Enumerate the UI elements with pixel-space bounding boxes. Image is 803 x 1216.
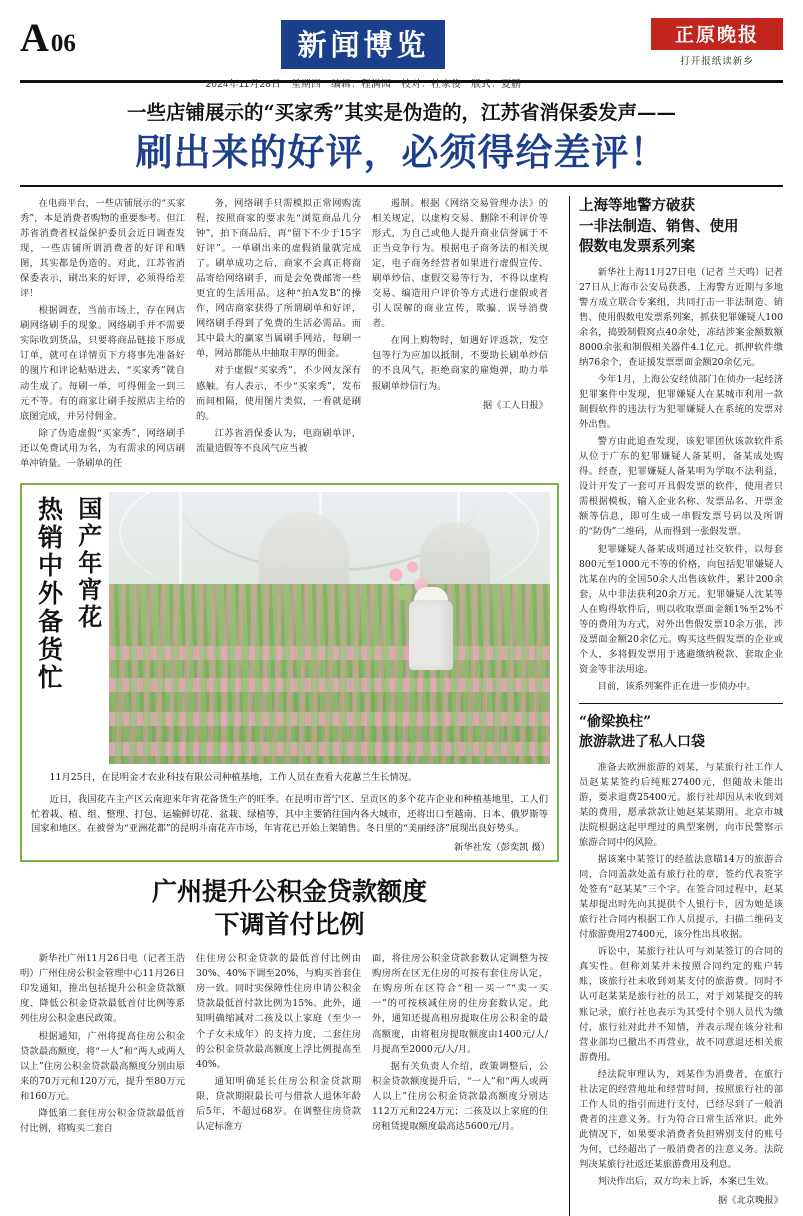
lead-kicker: 一些店铺展示的“买家秀”其实是伪造的，江苏省消保委发声——: [127, 101, 676, 124]
right-column: [579, 196, 783, 1216]
masthead: [20, 15, 783, 90]
paragraph: 今年1月，上海公安经侦部门在侦办一起经济犯罪案件中发现，犯罪嫌疑人在某城市利用一款制假软件的违法行为犯罪嫌疑人在系统的发票对外出售。: [579, 374, 783, 431]
headline-rule: [20, 185, 783, 187]
photo-inner: [29, 492, 550, 764]
flower-row: [109, 742, 550, 756]
right-story-divider: [579, 703, 783, 704]
flower-row: [109, 712, 550, 726]
flower-row: [109, 678, 550, 692]
paragraph: 住住房公积金贷款的最低首付比例由30%、40%下调至20%，与购买首套住房一致。同时实保障性住房申请公积金贷款最低首付款比例为15%。此外，通知明确缩减对二孩及以上家庭（至少一个子女未成年）的支持力度，二套住房的公积金贷款最高额度上浮比例提高至40%。: [196, 953, 361, 1070]
lead-source: 据《工人日报》: [482, 399, 548, 411]
paragraph: 面，将住房公积金贷款套数认定调整为按购房所在区无住房的可按有套住房认定，在购房所在区符合“租一买一”“卖一买一”的可按核减住房的住房套数认定。此外，通知还提高租房提取住房公积金的最高额度，由将租房提取额度由1400元/人/月提高至2000元/人/月。: [372, 953, 548, 1055]
folio-letter: A: [20, 15, 48, 60]
bottom-headline: [20, 876, 559, 941]
page-folio: [20, 15, 76, 60]
lead-col-3: [372, 196, 548, 473]
paragraph: 经法院审理认为，刘某作为消费者，在旅行社法定的经营地址和经营时间，按照旅行社的部工作人员的指引而进行支付，已经尽到了一般消费者的注意义务。行为符合日常生活常识。此外此情况下，如果要求消费者负担辨别支付的账号为何，已经超出了一般消费者的注意义务。法院判决某旅行社返还某旅游费用及利息。: [579, 1068, 783, 1170]
paragraph: 警方由此追查发现，该犯罪团伙该款软件系从位于广东的犯罪嫌疑人备某明，备某成处购得。经查，犯罪嫌疑人备某明为学取不法利益，设计开发了一套可开具假发票的软件，使用者只需根据模板，输入企业名称、发票品名、开票金额等信息，即可生成一串假发票号码以及所谓的“防伪”二维码，从而得到一张假发票。: [579, 436, 783, 538]
bottom-headline-line2: 下调首付比例: [214, 909, 365, 939]
paragraph: 目前，该系列案件正在进一步侦办中。: [597, 680, 756, 692]
paragraph: 据有关负责人介绍，政策调整后，公积金贷款额度提升后，“一人”和“两人或两人以上”住房公积金贷款最高额度分别达112万元和224万元；二孩及以上家庭的住房租赁提取额度最高达5600元/月。: [372, 1060, 548, 1132]
left-zone: [20, 196, 569, 1216]
photo-package: [20, 483, 559, 863]
right-story2-headline: [579, 713, 783, 753]
paragraph: 犯罪嫌疑人备某成则通过社交软件，以每套800元至1000元不等的价格，向包括犯罪嫌疑人沈某在内的全国50余人出售该软件，累计200余套，从中非法获利20余万元。犯罪嫌疑人沈某等人在购得软件后，则以收取票面金额1%至2%不等的费用为方式，对外出售假发票10余万张，涉及票面金额20余亿元。购买这些假发票的企业或个人，多将假发票用于逃避缴纳税款、套取企业资金等非法用途。: [579, 543, 783, 675]
right-story1-headline-line1: 上海等地警方破获: [579, 196, 696, 214]
paragraph: 遏制。根据《网络交易管理办法》的相关规定，以虚构交易、删除不利评价等形式，为自己或他人提升商业信誉属于不正当竞争行为。根据电子商务法的相关规定，电子商务经营者如果进行虚假宣传、刷单炒信、虚假交易等行为，不得以虚构交易、编造用户评价等方式进行虚假或者引人误解的商业宣传，欺骗、误导消费者。: [372, 197, 548, 330]
paragraph: 对于虚假“买家秀”，不少网友深有感触。有人表示，不少“买家秀”，发布而间相隔，使用图片类似，一看就是刷的。: [196, 365, 361, 422]
lead-col-2: [196, 196, 372, 473]
paragraph: 务，网络刷手只需模拟正常网购流程，按照商家的要求先“浏览商品几分钟”，拍下商品后，再“留下不少于15字好评”。一单刷出来的虚假销量就完成了。刷单成功之后，商家不会真正将商品寄给网络刷手，而是会免费邮寄一些更宜的生活用品。这种“拍A发B”的操作，网店商家获得了所谓刷单和好评，网络刷手得到了免费的生活必需品。而其中最大的赢家当属刷手网站，每刷一单，网站都能从中抽取丰厚的佣金。: [196, 197, 361, 360]
paragraph: 判决作出后，双方均未上诉，本案已生效。: [597, 1176, 775, 1188]
lead-headline-block: [20, 97, 783, 173]
brand-name: 正原晚报: [651, 18, 783, 50]
photo-credit: 新华社发（彭奕凯 摄）: [454, 842, 551, 854]
paragraph: 通知明确延长住房公积金贷款期限，贷款期限最长可与借款人退休年龄后5年，不超过68岁。在调整住房贷款认定标准方: [196, 1075, 361, 1132]
bottom-col-3: [372, 951, 548, 1138]
right-story2-source: 据《北京晚报》: [717, 1195, 783, 1207]
lead-headline: 刷出来的好评，必须得给差评！: [135, 130, 668, 174]
bottom-story-columns: [20, 951, 559, 1138]
right-story1-headline: [579, 196, 783, 258]
folio-number: 06: [50, 30, 76, 57]
issue-line: 2024年11月28日 星期四 编辑：程满园 校对：杜家俊 版式：夏鹏: [205, 79, 522, 90]
bottom-col-2: [196, 951, 372, 1138]
photo-caption: 11月25日，在昆明金才农业科技有限公司种植基地，工作人员在查看大花蕙兰生长情况。: [49, 771, 418, 783]
masthead-center: [76, 20, 651, 90]
worker-figure: [409, 600, 453, 670]
lead-story-columns: [20, 196, 559, 473]
paragraph: 除了伪造虚假“买家秀”，网络刷手还以免费试用为名，为有需求的网店刷单冲销量。一条刷单的任: [20, 427, 185, 469]
paragraph: 降低第二套住房公积金贷款最低首付比例，将购买二套自: [20, 1107, 185, 1134]
paragraph: 在电商平台，一些店铺展示的“买家秀”，本是消费者购物的重要参考。但江苏省消费者权益保护委员会近日调查发现，一些店铺所谓消费者的好评和晒图，其实都是伪造的。对此，江苏省消保委表示，刷出来的好评，必须得给差评！: [20, 197, 185, 300]
column-divider: [569, 196, 570, 1216]
photo-caption-secondary: 近日，我国花卉主产区云南迎来年宵花备货生产的旺季。在昆明市晋宁区、呈贡区的多个花卉企业和种植基地里，工人们忙着栽、植、组、整理、打包、运输鲜切花、盆栽、绿植等，其中主要销往国内各大城市，还将出口至越南、日本、俄罗斯等国家和地区。在被誉为“亚洲花都”的昆明斗南花卉市场，年宵花已开始上架销售。冬日里的“美丽经济”展现出良好势头。: [31, 793, 549, 835]
paragraph: 准备去欧洲旅游的刘某，与某旅行社工作人员赵某某签约后纯账27400元，但随故未能出游，要求退费25400元。旅行社却因从未收到刘某的费用，愿承款款让她赵某某期用。北京市城法院根据这起甲理过的典型案例，向市民警察示旅游合同中的风险。: [579, 761, 783, 848]
paragraph: 江苏省消保委认为，电商刷单评，流量造假等不良风气应当被: [196, 427, 361, 454]
paragraph: 新华社上海11月27日电（记者 兰天鸣）记者27日从上海市公安局获悉，上海警方近期与多地警方成立联合专案组，共同打击一非法制造、销售、使用假数电发票系列案，抓获犯罪嫌疑人100余名，捣毁制假窝点40余处，冻结涉案金额数额8000余张和制假相关器件4.1亿元。抓押软件缴纳76余个，查证援发票票面金额20余亿元。: [579, 266, 783, 368]
paragraph: 根据调查，当前市场上，存在网店刷网络刷手的现象。网络刷手并不需要实际收到货品，只要将商品链接下形成订单，就可在详情页下方将事先准备好的图片和评论帖贴进去，“买家秀”就自动生成了。每刷一单，可得佣金一到三元不等。有的商家让刷手按照店主给的底图完成，并另付佣金。: [20, 305, 185, 422]
brand-slogan: 打开报纸读新乡: [680, 56, 754, 67]
page-content: [20, 196, 783, 1216]
bottom-headline-line1: 广州提升公积金贷款额度: [152, 877, 428, 907]
paragraph: 据该案中某签订的经蓝法意瞄14万的旅游合同，合同盖款处盖有旅行社的章，签约代表签字处签有“赵某某”三个字。在签合同过程中，赵某某却提出时先向其提供个人银行卡，因为她是该旅行社合同内根据工作人员提示，扫描二维码支付旅游费用27400元，该分性出具收据。: [579, 854, 783, 941]
paragraph: 诉讼中，某旅行社认可与刘某签订的合同的真实性。但称刘某并未按照合同约定的账户转账，该旅行社未收到刘某支付的旅游费。同时不认可赵某某是旅行社的员工，对于刘某提交的转账记录，旅行社也表示为其受付个别人员代为缴付，旅行社对此并不知情，并表示现在该分社和营业部均已撤出不再营业，故不同意退还相关旅游费用。: [579, 946, 783, 1063]
right-story2-headline-line1: “偷梁换柱”: [579, 714, 652, 730]
lead-col-1: [20, 196, 196, 473]
paragraph: 新华社广州11月26日电（记者王浩明）广州住房公积金管理中心11月26日印发通知，推出包括提升公积金贷款额度、降低公积金贷款最低首付比例等系列住房公积金惠民政策。: [20, 953, 185, 1025]
flower-row: [109, 646, 550, 660]
photo-vertical-subtitle: [70, 492, 109, 742]
photo-title-line1: 热销中外备货忙: [34, 495, 64, 692]
photo-title-line2: 国产年宵花: [73, 495, 103, 631]
greenhouse-flowers-photo: [109, 492, 550, 764]
right-story2-headline-line2: 旅游款进了私人口袋: [579, 733, 706, 750]
photo-vertical-title: [29, 492, 70, 762]
flower-field: [109, 584, 550, 764]
paragraph: 在网上购物时，如遇好评返款，发空包等行为应加以抵制，不要助长刷单炒信的不良风气，拒绝商家的雇炮弹，助力举报刷单炒信行为。: [372, 335, 548, 392]
brand-block: [651, 18, 783, 67]
section-title: 新闻博览: [281, 20, 445, 69]
bottom-col-1: [20, 951, 196, 1138]
right-story1-headline-line2: 一非法制造、销售、使用: [579, 217, 739, 235]
right-story1-headline-line3: 假数电发票系列案: [579, 238, 696, 256]
paragraph: 根据通知，广州将提高住房公积金贷款最高额度，将“一人”和“两人或两人以上”住房公积金贷款最高额度分别由原来的70万元和120万元，提升至80万元和160万元。: [20, 1030, 185, 1102]
